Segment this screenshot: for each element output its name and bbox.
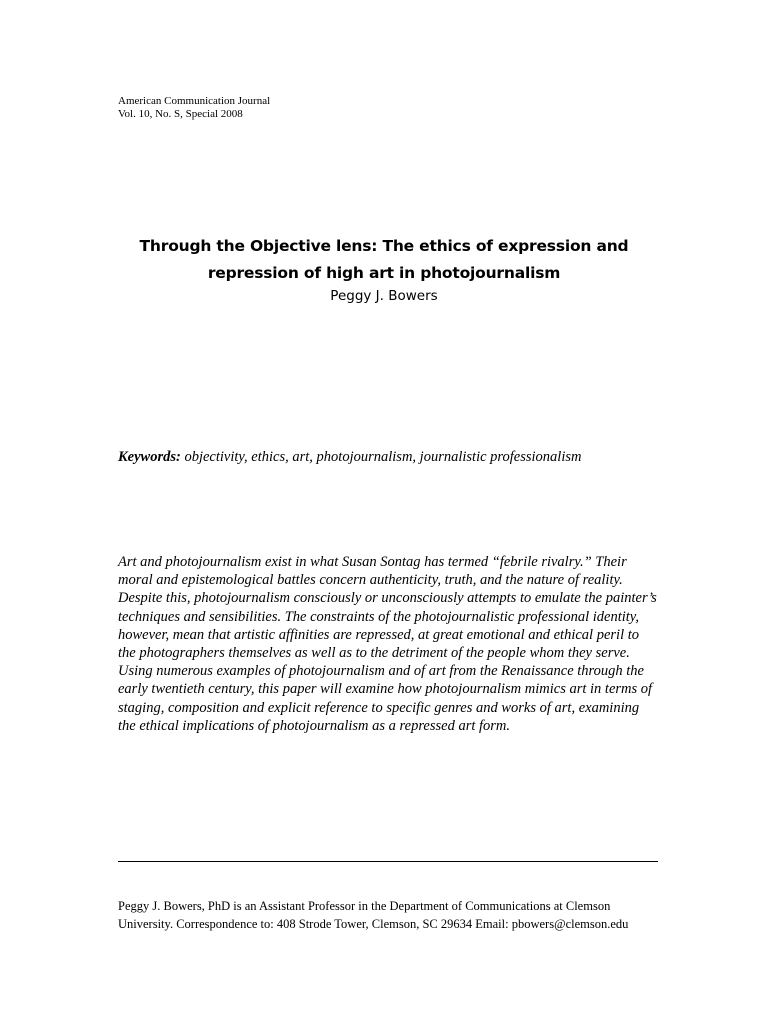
journal-volume: Vol. 10, No. S, Special 2008 [118, 108, 243, 120]
keywords-text: objectivity, ethics, art, photojournalism, journalistic professionalism [184, 449, 582, 465]
footnote-line-1: Peggy J. Bowers, PhD is an Assistant Professor in the Department of Communications at Clemson [118, 899, 611, 913]
keywords-label: Keywords: [118, 449, 181, 465]
paper-title-line-1: Through the Objective lens: The ethics of expression and [139, 237, 629, 255]
paper-author: Peggy J. Bowers [330, 288, 438, 304]
author-footnote [118, 897, 678, 933]
footnote-divider [118, 861, 658, 862]
paper-title-line-2: repression of high art in photojournalism [207, 264, 561, 282]
abstract-text: Art and photojournalism exist in what Susan Sontag has termed “febrile rivalry.” Their moral and epistemological battles concern authenticity, truth, and the nature of reality. Despite this, photojournalism consciously or unconsciously attempts to emulate the painter’s techniques and sensibilities. The constraints of the photojournalistic professional identity, however, mean that artistic affinities are repressed, at great emotional and ethical peril to the photographers themselves as well as to the detriment of the people whom they serve. Using numerous examples of photojournalism and of art from the Renaissance through the early twentieth century, this paper will examine how photojournalism mimics art in terms of staging, composition and explicit reference to specific genres and works of art, examining the ethical implications of photojournalism as a repressed art form. [118, 554, 657, 734]
paper-title [0, 233, 768, 287]
journal-header [118, 95, 270, 121]
journal-name: American Communication Journal [118, 95, 271, 107]
footnote-line-2: University. Correspondence to: 408 Strode Tower, Clemson, SC 29634 Email: pbowers@clemson.edu [118, 917, 629, 931]
keywords-section [118, 448, 678, 466]
